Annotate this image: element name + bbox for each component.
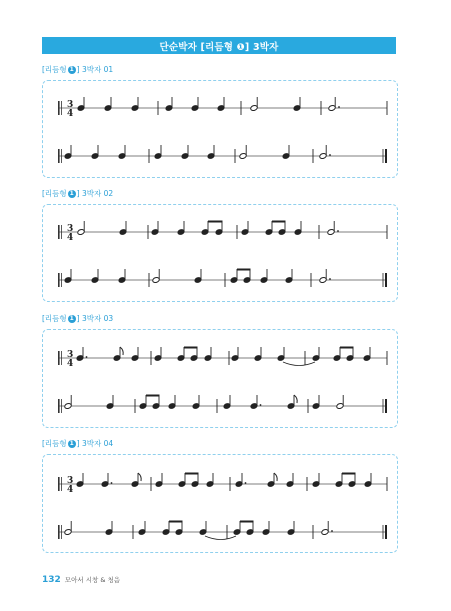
label-suffix: ] 3박자 01: [76, 65, 114, 74]
exercise-label-02: [42, 188, 113, 199]
page-number: 132: [42, 575, 61, 585]
page-footer: [42, 575, 120, 585]
label-prefix: [리듬형: [42, 439, 67, 448]
number-badge: 1: [69, 440, 74, 447]
exercise-box-01: [42, 80, 398, 178]
staff-ex03: [43, 330, 397, 427]
staff-ex02: [43, 205, 397, 301]
tie: [205, 536, 236, 540]
exercise-box-02: [42, 204, 398, 302]
exercise-box-04: [42, 454, 398, 553]
tie: [283, 362, 315, 366]
label-prefix: [리듬형: [42, 314, 67, 323]
exercise-label-04: [42, 438, 113, 449]
notes-row2: [64, 145, 387, 163]
number-badge: 1: [69, 190, 74, 197]
exercise-label-01: [42, 64, 113, 75]
notes-row1: [76, 473, 387, 492]
notes-row1: [77, 221, 387, 240]
time-sig-bottom: 4: [67, 359, 74, 369]
exercise-label-03: [42, 313, 113, 324]
notes-row2: [64, 269, 387, 288]
notes-row2: [64, 521, 387, 540]
time-sig-bottom: 4: [67, 109, 74, 119]
notes-row1: [76, 347, 387, 366]
notes-row2: [64, 395, 387, 414]
exercise-box-03: [42, 329, 398, 428]
label-prefix: [리듬형: [42, 65, 67, 74]
number-badge: 1: [69, 315, 74, 322]
time-sig-top: 3: [67, 224, 74, 234]
book-title: 모아서 시창 & 청음: [64, 576, 121, 584]
staff-ex01: [43, 81, 397, 177]
label-suffix: ] 3박자 04: [76, 439, 114, 448]
time-sig-top: 3: [67, 350, 74, 360]
label-prefix: [리듬형: [42, 189, 67, 198]
time-sig-top: 3: [67, 100, 74, 110]
time-sig-bottom: 4: [67, 233, 74, 243]
label-suffix: ] 3박자 02: [76, 189, 114, 198]
time-sig-bottom: 4: [67, 485, 74, 495]
label-suffix: ] 3박자 03: [76, 314, 114, 323]
staff-ex04: [43, 455, 397, 552]
time-sig-top: 3: [67, 476, 74, 486]
section-title-bar: [42, 37, 396, 54]
notes-row1: [77, 97, 387, 115]
number-badge: 1: [69, 66, 74, 73]
section-title: 단순박자 [리듬형 ❶] 3박자: [159, 41, 279, 53]
